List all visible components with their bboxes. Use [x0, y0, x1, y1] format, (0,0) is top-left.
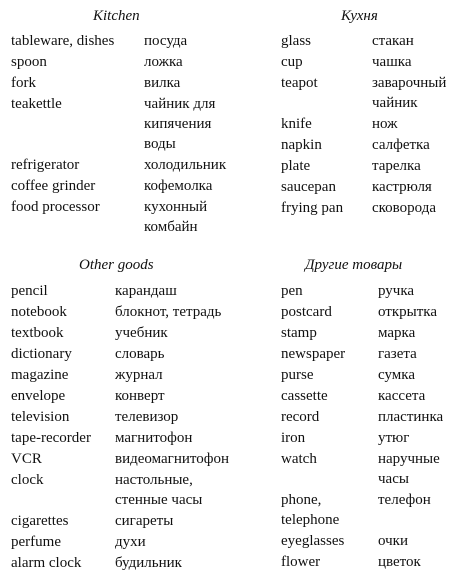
english-term: postcard: [281, 304, 332, 320]
russian-term: тарелка: [372, 158, 421, 174]
english-term: alarm clock: [11, 555, 82, 571]
russian-term: словарь: [115, 346, 165, 362]
vocab-row: [281, 552, 456, 573]
vocab-row: [11, 302, 266, 323]
english-term: iron: [281, 430, 306, 446]
english-term: envelope: [11, 388, 66, 404]
russian-term: сумка: [378, 367, 415, 383]
vocab-row: [11, 449, 266, 470]
vocab-row: [281, 407, 456, 428]
russian-term: будильник: [115, 555, 182, 571]
english-term: perfume: [11, 534, 61, 550]
russian-term: кофемолка: [144, 178, 213, 194]
english-term: saucepan: [281, 179, 336, 195]
english-term: watch: [281, 451, 317, 467]
english-term: refrigerator: [11, 157, 80, 173]
russian-term: посуда: [144, 33, 188, 49]
russian-term: кухонный комбайн: [144, 199, 208, 235]
russian-term: заварочный чайник: [372, 75, 447, 111]
heading-kitchen: Kitchen: [93, 8, 140, 24]
vocab-row: [11, 197, 261, 238]
vocab-row: [11, 386, 266, 407]
vocab-row: [281, 177, 456, 198]
vocab-row: [11, 31, 261, 52]
russian-term: духи: [115, 534, 146, 550]
vocab-row: [11, 176, 261, 197]
vocab-row: [11, 365, 266, 386]
english-term: newspaper: [281, 346, 346, 362]
russian-term: кастрюля: [372, 179, 432, 195]
heading-drugie-tovary: Другие товары: [305, 257, 403, 273]
vocab-row: [11, 155, 261, 176]
russian-term: чайник для кипячения воды: [144, 96, 216, 152]
russian-term: телефон: [378, 492, 431, 508]
vocab-row: [11, 407, 266, 428]
english-term: cassette: [281, 388, 328, 404]
vocab-row: [11, 344, 266, 365]
english-term: magazine: [11, 367, 69, 383]
english-term: spoon: [11, 54, 47, 70]
english-term: stamp: [281, 325, 317, 341]
kitchen-left-list: [11, 31, 261, 238]
english-term: napkin: [281, 137, 322, 153]
english-term: flower: [281, 554, 321, 570]
vocab-row: [11, 553, 266, 574]
russian-term: блокнот, тетрадь: [115, 304, 222, 320]
english-term: textbook: [11, 325, 64, 341]
russian-term: салфетка: [372, 137, 430, 153]
english-term: eyeglasses: [281, 533, 345, 549]
vocab-row: [281, 281, 456, 302]
english-term: purse: [281, 367, 314, 383]
russian-term: марка: [378, 325, 416, 341]
english-term: VCR: [11, 451, 42, 467]
russian-term: газета: [378, 346, 417, 362]
vocab-row: [281, 114, 456, 135]
english-term: clock: [11, 472, 44, 488]
english-term: pencil: [11, 283, 48, 299]
vocab-row: [281, 531, 456, 552]
vocab-row: [11, 511, 266, 532]
russian-term: карандаш: [115, 283, 177, 299]
russian-term: кассета: [378, 388, 426, 404]
english-term: food processor: [11, 199, 100, 215]
english-term: record: [281, 409, 320, 425]
vocab-row: [281, 31, 456, 52]
vocab-row: [281, 323, 456, 344]
vocab-row: [11, 323, 266, 344]
english-term: phone, telephone: [281, 492, 340, 528]
other-right-list: [281, 281, 456, 573]
vocab-row: [281, 302, 456, 323]
russian-term: стакан: [372, 33, 414, 49]
vocab-row: [281, 365, 456, 386]
russian-term: вилка: [144, 75, 181, 91]
vocab-row: [281, 490, 456, 531]
russian-term: телевизор: [115, 409, 179, 425]
other-left-list: [11, 281, 266, 574]
english-term: cigarettes: [11, 513, 69, 529]
english-term: notebook: [11, 304, 67, 320]
kitchen-right-list: [281, 31, 456, 219]
heading-other-goods: Other goods: [79, 257, 154, 273]
vocab-row: [281, 428, 456, 449]
russian-term: открытка: [378, 304, 437, 320]
english-term: fork: [11, 75, 36, 91]
russian-term: конверт: [115, 388, 165, 404]
english-term: tape-recorder: [11, 430, 91, 446]
vocab-row: [281, 386, 456, 407]
vocab-row: [281, 344, 456, 365]
russian-term: наручные часы: [378, 451, 440, 487]
vocab-row: [11, 428, 266, 449]
heading-kukhnya: Кухня: [341, 8, 378, 24]
russian-term: магнитофон: [115, 430, 193, 446]
russian-term: журнал: [115, 367, 163, 383]
vocab-row: [281, 449, 456, 490]
russian-term: холодильник: [144, 157, 227, 173]
russian-term: сковорода: [372, 200, 437, 216]
vocab-row: [11, 52, 261, 73]
vocab-row: [281, 52, 456, 73]
english-term: coffee grinder: [11, 178, 96, 194]
russian-term: утюг: [378, 430, 410, 446]
english-term: plate: [281, 158, 311, 174]
russian-term: пластинка: [378, 409, 444, 425]
english-term: knife: [281, 116, 312, 132]
vocab-row: [11, 532, 266, 553]
vocab-row: [11, 470, 266, 511]
russian-term: цветок: [378, 554, 421, 570]
russian-term: нож: [372, 116, 398, 132]
russian-term: видеомагнитофон: [115, 451, 229, 467]
vocab-row: [281, 135, 456, 156]
vocab-row: [281, 156, 456, 177]
english-term: television: [11, 409, 70, 425]
russian-term: учебник: [115, 325, 168, 341]
vocab-row: [11, 94, 261, 155]
english-term: teapot: [281, 75, 318, 91]
english-term: pen: [281, 283, 303, 299]
russian-term: сигареты: [115, 513, 174, 529]
vocab-row: [281, 73, 456, 114]
russian-term: чашка: [372, 54, 412, 70]
russian-term: ложка: [144, 54, 183, 70]
english-term: teakettle: [11, 96, 62, 112]
russian-term: очки: [378, 533, 408, 549]
russian-term: настольные, стенные часы: [115, 472, 203, 508]
english-term: dictionary: [11, 346, 72, 362]
vocab-row: [281, 198, 456, 219]
english-term: cup: [281, 54, 303, 70]
vocab-row: [11, 73, 261, 94]
english-term: tableware, dishes: [11, 33, 115, 49]
russian-term: ручка: [378, 283, 415, 299]
english-term: glass: [281, 33, 311, 49]
vocab-row: [11, 281, 266, 302]
english-term: frying pan: [281, 200, 344, 216]
